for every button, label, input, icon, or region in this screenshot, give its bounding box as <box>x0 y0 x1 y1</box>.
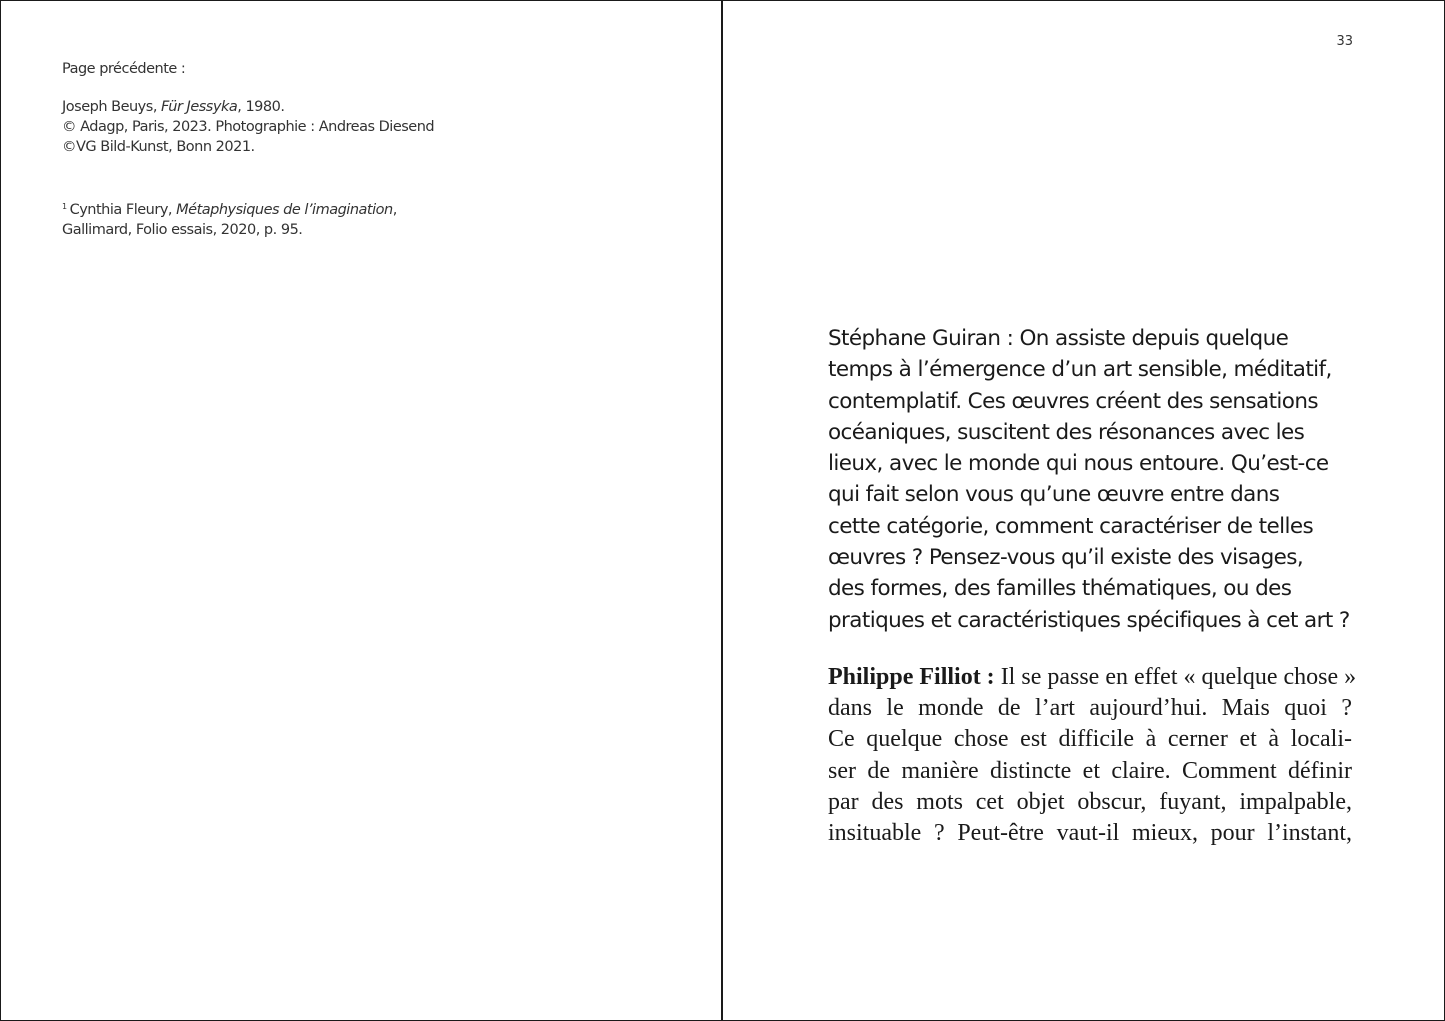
question-line: pratiques et caractéristiques spécifiques à cet art ? <box>828 607 1350 633</box>
footnote-author: Cynthia Fleury, <box>69 202 177 218</box>
artwork-year: , 1980. <box>237 99 285 115</box>
footnote-book-title: Métaphysiques de l’imagination <box>176 202 393 218</box>
answer-line: ser de manière distincte et claire. Comment définir <box>828 757 1352 784</box>
artist-name: Joseph Beuys, <box>62 99 162 115</box>
question-line: océaniques, suscitent des résonances avec les <box>828 419 1305 445</box>
question-line: lieux, avec le monde qui nous entoure. Qu’est-ce <box>828 451 1329 477</box>
answer-first-line-text: Il se passe en effet « quelque chose » <box>994 664 1357 690</box>
question-line: contemplatif. Ces œuvres créent des sensations <box>828 388 1318 414</box>
question-line: temps à l’émergence d’un art sensible, méditatif, <box>828 357 1332 383</box>
interview-question <box>828 323 1368 636</box>
answer-line: par des mots cet objet obscur, fuyant, impalpable, <box>828 788 1352 815</box>
page-number: 33 <box>1336 34 1353 49</box>
answer-speaker: Philippe Filliot : <box>828 664 995 690</box>
question-line: qui fait selon vous qu’une œuvre entre dans <box>828 482 1280 508</box>
vg-bild-kunst-line: ©VG Bild-Kunst, Bonn 2021. <box>62 139 255 155</box>
artwork-credit <box>62 97 482 117</box>
question-line: œuvres ? Pensez-vous qu’il existe des visages, <box>828 545 1304 571</box>
question-line: cette catégorie, comment caractériser de telles <box>828 513 1314 539</box>
question-line: des formes, des familles thématiques, ou des <box>828 576 1292 602</box>
answer-line: dans le monde de l’art aujourd’hui. Mais quoi ? <box>828 695 1352 722</box>
copyright-line: © Adagp, Paris, 2023. Photographie : Andreas Diesend <box>62 119 435 135</box>
interview-answer <box>828 662 1357 849</box>
image-caption-block <box>62 59 482 240</box>
answer-line: insituable ? Peut-être vaut-il mieux, pour l’instant, <box>828 820 1352 847</box>
footnote-publisher: Gallimard, Folio essais, 2020, p. 95. <box>62 222 303 238</box>
answer-first-line <box>828 662 1357 693</box>
answer-line: Ce quelque chose est difficile à cerner et à locali- <box>828 726 1352 753</box>
question-line: Stéphane Guiran : On assiste depuis quelque <box>828 326 1289 351</box>
footnote <box>62 197 482 220</box>
footnote-comma: , <box>392 202 397 218</box>
artwork-title: Für Jessyka <box>161 99 238 115</box>
footnote-number: 1 <box>62 202 67 211</box>
caption-heading: Page précédente : <box>62 61 186 77</box>
